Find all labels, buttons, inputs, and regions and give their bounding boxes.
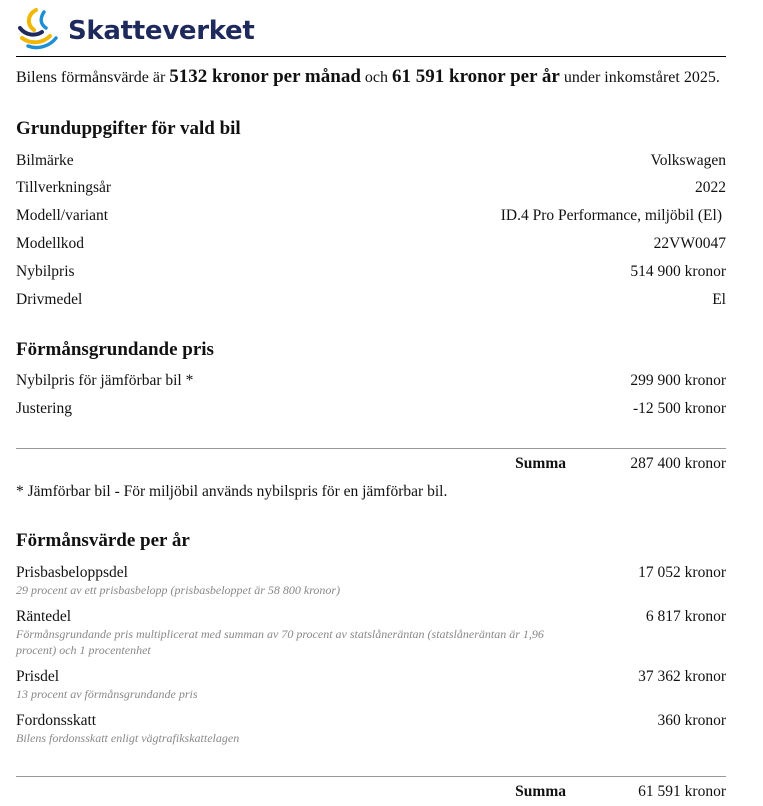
year-row-base-amount	[16, 564, 726, 584]
section-basic-title: Grunduppgifter för vald bil	[16, 118, 241, 139]
basic-row-year	[16, 179, 726, 199]
year-row-vehicle-tax	[16, 712, 726, 732]
sun-swirl-logo-icon	[14, 6, 60, 50]
row-value: 17 052 kronor	[638, 564, 726, 581]
intro-summary	[16, 66, 720, 88]
year-sum-label: Summa	[515, 783, 566, 800]
row-label: Modell/variant	[16, 207, 109, 224]
row-label: Räntedel	[16, 608, 72, 625]
year-sum-value: 61 591 kronor	[638, 783, 726, 800]
section-year-title: Förmånsvärde per år	[16, 530, 190, 551]
comparable-car-footnote: * Jämförbar bil - För miljöbil används nybilspris för en jämförbar bil.	[16, 483, 448, 500]
row-value: 514 900 kronor	[630, 263, 726, 280]
intro-suffix: under inkomståret 2025.	[559, 69, 720, 86]
price-row-comparable	[16, 372, 726, 392]
row-value: 6 817 kronor	[645, 608, 726, 625]
year-row-price-part-description: 13 procent av förmånsgrundande pris	[16, 687, 198, 701]
basic-row-new-price	[16, 263, 726, 283]
basic-row-fuel	[16, 291, 726, 311]
logo-text: Skatteverket	[68, 16, 255, 46]
year-row-interest-description: Förmånsgrundande pris multiplicerat med summan av 70 procent av statslåneräntan (statslåneräntan är 1,96 procent) och 1 procentenhet	[16, 627, 544, 657]
basic-row-model-code	[16, 235, 726, 255]
year-row-price-part	[16, 668, 726, 688]
intro-middle: och	[360, 69, 393, 86]
intro-prefix: Bilens förmånsvärde är	[16, 69, 170, 86]
row-value: -12 500 kronor	[633, 400, 726, 417]
row-value: 2022	[695, 179, 726, 196]
year-sum-divider	[16, 776, 726, 777]
section-price-title: Förmånsgrundande pris	[16, 339, 214, 360]
row-label: Fordonsskatt	[16, 712, 97, 729]
row-label: Drivmedel	[16, 291, 83, 308]
header-divider	[16, 56, 726, 57]
row-value: 22VW0047	[653, 235, 726, 252]
row-value: 37 362 kronor	[638, 668, 726, 685]
price-sum-label: Summa	[515, 455, 566, 472]
row-label: Tillverkningsår	[16, 179, 112, 196]
row-value: 299 900 kronor	[630, 372, 726, 389]
row-value: El	[712, 291, 726, 308]
price-sum-divider	[16, 448, 726, 449]
row-label: Prisdel	[16, 668, 60, 685]
row-label: Nybilpris	[16, 263, 75, 280]
row-label: Prisbasbeloppsdel	[16, 564, 128, 581]
row-value: 360 kronor	[657, 712, 726, 729]
row-value: Volkswagen	[650, 152, 726, 169]
row-label: Bilmärke	[16, 152, 74, 169]
row-label: Justering	[16, 400, 72, 417]
skatteverket-logo[interactable]	[14, 6, 255, 50]
intro-per-month: 5132 kronor per månad	[169, 66, 361, 87]
basic-row-model	[16, 207, 726, 227]
year-row-vehicle-tax-description: Bilens fordonsskatt enligt vägtrafikskattelagen	[16, 731, 240, 745]
basic-row-brand	[16, 152, 726, 172]
price-sum-value: 287 400 kronor	[630, 455, 726, 472]
year-row-interest	[16, 608, 726, 628]
intro-per-year: 61 591 kronor per år	[392, 66, 560, 87]
row-label: Nybilpris för jämförbar bil *	[16, 372, 194, 389]
price-row-adjustment	[16, 400, 726, 420]
year-row-base-amount-description: 29 procent av ett prisbasbelopp (prisbasbeloppet är 58 800 kronor)	[16, 583, 341, 597]
row-label: Modellkod	[16, 235, 85, 252]
row-value: ID.4 Pro Performance, miljöbil (El)	[500, 207, 722, 224]
